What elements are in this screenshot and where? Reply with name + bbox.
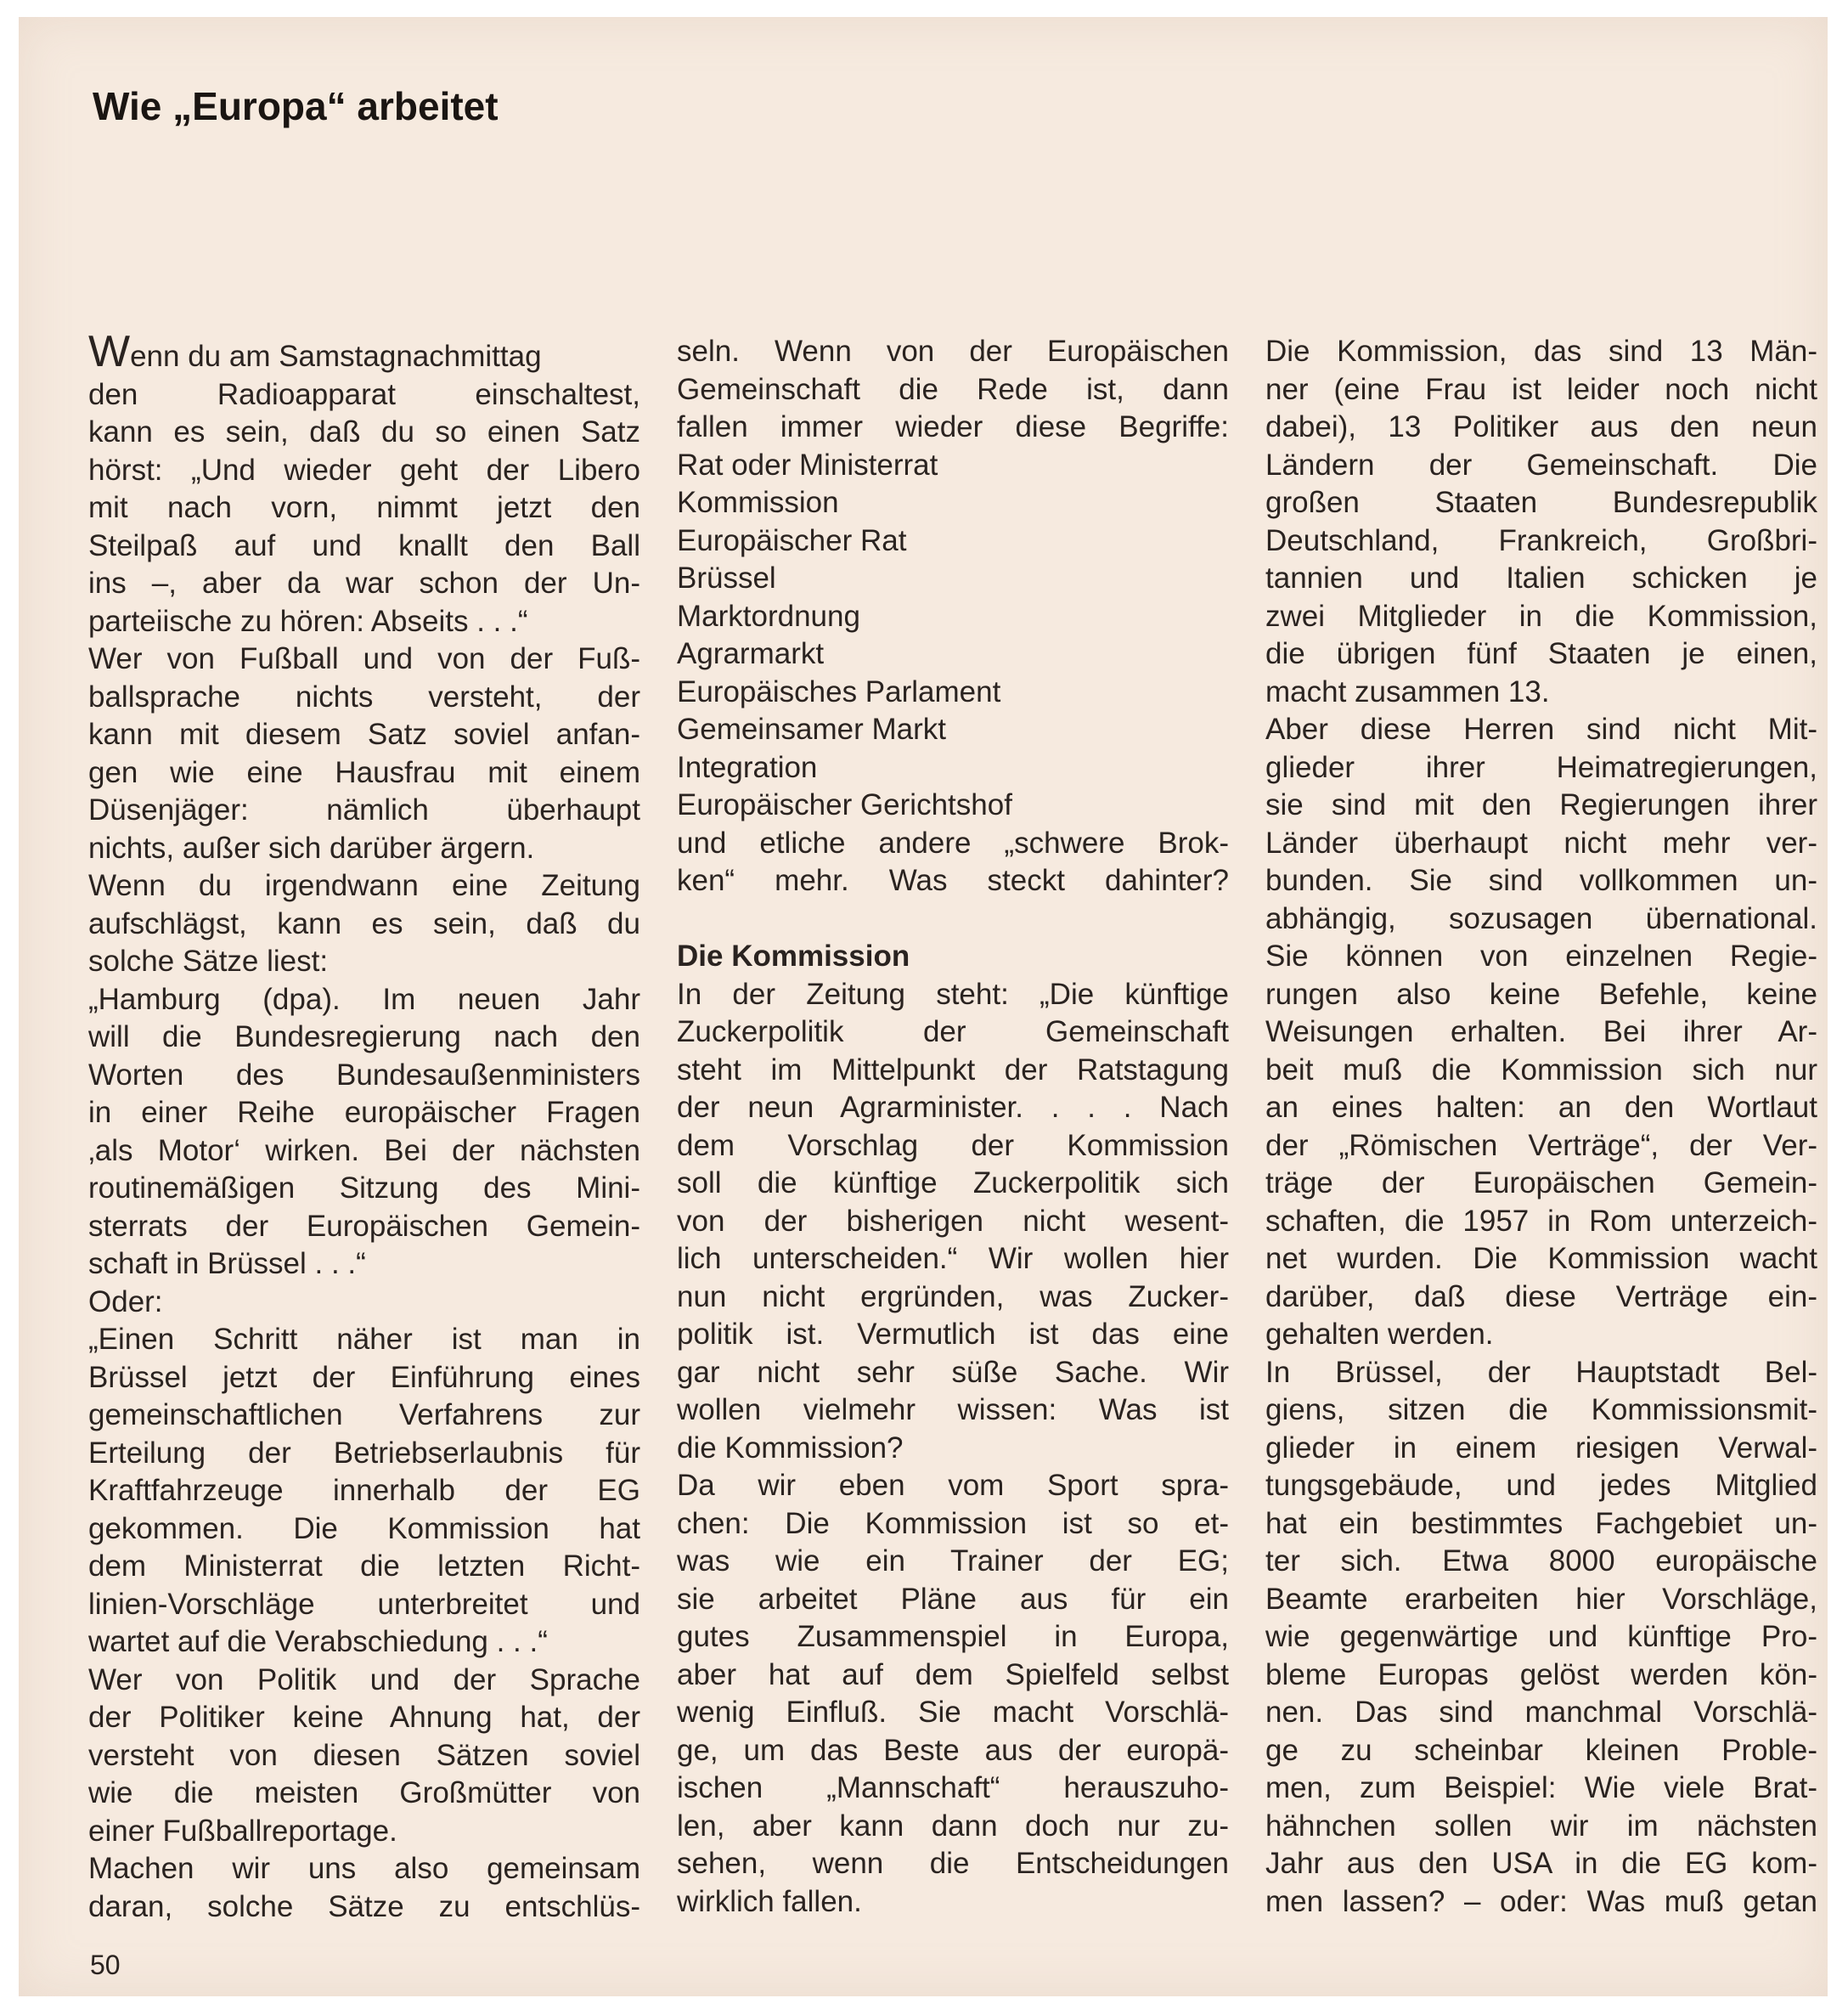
text-line: Zuckerpolitik der Gemeinschaft: [677, 1015, 1229, 1048]
text-line: großen Staaten Bundesrepublik: [1265, 486, 1817, 519]
text-line: steht im Mittelpunkt der Ratstagung: [677, 1053, 1229, 1087]
text-column-3: [1265, 333, 1817, 1921]
text-line: Steilpaß auf und knallt den Ball: [88, 528, 640, 562]
text-line: ischen „Mannschaft“ herauszuho-: [677, 1771, 1229, 1804]
text-line: hörst: „Und wieder geht der Libero: [88, 453, 640, 487]
page-title: Wie „Europa“ arbeitet: [93, 84, 499, 128]
term-list-item: Agrarmarkt: [677, 637, 825, 670]
text-line: glieder in einem riesigen Verwal-: [1265, 1431, 1817, 1465]
text-line: kann mit diesem Satz soviel anfan-: [88, 718, 640, 751]
text-line: Ländern der Gemeinschaft. Die: [1265, 448, 1817, 482]
text-line: chen: Die Kommission ist so et-: [677, 1506, 1229, 1540]
text-line: wartet auf die Verabschiedung . . .“: [88, 1625, 548, 1658]
text-line: Deutschland, Frankreich, Großbri-: [1265, 523, 1817, 557]
text-line: Worten des Bundesaußenministers: [88, 1058, 640, 1092]
text-line: Jahr aus den USA in die EG kom-: [1265, 1847, 1817, 1880]
text-line: politik ist. Vermutlich ist das eine: [677, 1318, 1229, 1351]
text-line: ins –, aber da war schon der Un-: [88, 567, 640, 600]
text-line: routinemäßigen Sitzung des Mini-: [88, 1171, 640, 1205]
term-list-item: Kommission: [677, 486, 839, 519]
text-line: ken“ mehr. Was steckt dahinter?: [677, 864, 1229, 897]
term-list-item: Brüssel: [677, 562, 776, 595]
text-line: wie gegenwärtige und künftige Pro-: [1265, 1620, 1817, 1653]
text-line: gekommen. Die Kommission hat: [88, 1511, 640, 1545]
page-number: 50: [90, 1950, 121, 1980]
text-line: versteht von diesen Sätzen soviel: [88, 1738, 640, 1772]
text-line: glieder ihrer Heimatregierungen,: [1265, 750, 1817, 784]
text-line: Gemeinschaft die Rede ist, dann: [677, 372, 1229, 406]
text-line: Erteilung der Betriebserlaubnis für: [88, 1436, 640, 1470]
text-line: [88, 333, 640, 376]
text-line: schaft in Brüssel . . .“: [88, 1247, 366, 1280]
text-line: rungen also keine Befehle, keine: [1265, 977, 1817, 1011]
text-line: an eines halten: an den Wortlaut: [1265, 1091, 1817, 1124]
term-list-item: Gemeinsamer Markt: [677, 713, 947, 746]
magazine-page: [19, 17, 1828, 1996]
text-line: wie die meisten Großmütter von: [88, 1776, 640, 1809]
text-line: der Politiker keine Ahnung hat, der: [88, 1701, 640, 1734]
text-line: darüber, daß diese Verträge ein-: [1265, 1279, 1817, 1313]
text-line: men, zum Beispiel: Wie viele Brat-: [1265, 1771, 1817, 1804]
text-line: zwei Mitglieder in die Kommission,: [1265, 599, 1817, 633]
text-line: „Hamburg (dpa). Im neuen Jahr: [88, 982, 640, 1016]
text-line: sterrats der Europäischen Gemein-: [88, 1209, 640, 1243]
text-line: linien-Vorschläge unterbreitet und: [88, 1587, 640, 1621]
text-line: was wie ein Trainer der EG;: [677, 1544, 1229, 1578]
text-line: fallen immer wieder diese Begriffe:: [677, 410, 1229, 443]
text-line: tannien und Italien schicken je: [1265, 562, 1817, 595]
text-line: Oder:: [88, 1284, 163, 1318]
text-line-rest: enn du am Samstagnachmittag: [130, 340, 542, 373]
text-line: men lassen? – oder: Was muß getan: [1265, 1884, 1817, 1918]
term-list-item: Marktordnung: [677, 599, 860, 633]
text-line: die Kommission?: [677, 1431, 904, 1465]
term-list-item: Europäischer Gerichtshof: [677, 788, 1012, 821]
text-line: aufschlägst, kann es sein, daß du: [88, 906, 640, 940]
text-line: Weisungen erhalten. Bei ihrer Ar-: [1265, 1015, 1817, 1048]
text-line: ge, um das Beste aus der europä-: [677, 1733, 1229, 1767]
text-line: Düsenjäger: nämlich überhaupt: [88, 793, 640, 827]
text-line: und etliche andere „schwere Brok-: [677, 826, 1229, 860]
text-line: die übrigen fünf Staaten je einen,: [1265, 637, 1817, 670]
spacer: [677, 900, 1229, 939]
text-line: len, aber kann dann doch nur zu-: [677, 1809, 1229, 1843]
text-column-1: [88, 333, 640, 1926]
text-line: Länder überhaupt nicht mehr ver-: [1265, 826, 1817, 860]
text-line: in einer Reihe europäischer Fragen: [88, 1096, 640, 1129]
text-line: von der bisherigen nicht wesent-: [677, 1204, 1229, 1238]
text-line: sie sind mit den Regierungen ihrer: [1265, 788, 1817, 821]
text-column-2: [677, 333, 1229, 1921]
text-line: sehen, wenn die Entscheidungen: [677, 1847, 1229, 1880]
text-line: parteiische zu hören: Abseits . . .“: [88, 604, 528, 638]
text-line: Beamte erarbeiten hier Vorschläge,: [1265, 1582, 1817, 1616]
text-line: In Brüssel, der Hauptstadt Bel-: [1265, 1355, 1817, 1389]
text-line: der neun Agrarminister. . . . Nach: [677, 1091, 1229, 1124]
text-line: bunden. Sie sind vollkommen un-: [1265, 864, 1817, 897]
text-line: ‚als Motor‘ wirken. Bei der nächsten: [88, 1133, 640, 1167]
text-line: wirklich fallen.: [677, 1884, 862, 1918]
term-list-item: Rat oder Ministerrat: [677, 448, 938, 482]
text-line: bleme Europas gelöst werden kön-: [1265, 1657, 1817, 1691]
term-list-item: Integration: [677, 750, 818, 784]
text-line: giens, sitzen die Kommissionsmit-: [1265, 1393, 1817, 1426]
text-line: gar nicht sehr süße Sache. Wir: [677, 1355, 1229, 1389]
text-line: nun nicht ergründen, was Zucker-: [677, 1279, 1229, 1313]
text-line: einer Fußballreportage.: [88, 1814, 397, 1848]
text-line: ge zu scheinbar kleinen Proble-: [1265, 1733, 1817, 1767]
text-line: abhängig, sozusagen übernational.: [1265, 901, 1817, 935]
text-line: aber hat auf dem Spielfeld selbst: [677, 1657, 1229, 1691]
text-line: daran, solche Sätze zu entschlüs-: [88, 1889, 640, 1923]
text-line: gehalten werden.: [1265, 1318, 1494, 1351]
text-line: ballsprache nichts versteht, der: [88, 680, 640, 714]
section-subheading: Die Kommission: [677, 940, 910, 973]
text-line: nen. Das sind manchmal Vorschlä-: [1265, 1696, 1817, 1729]
text-line: beit muß die Kommission sich nur: [1265, 1053, 1817, 1087]
text-line: macht zusammen 13.: [1265, 674, 1550, 708]
text-line: der „Römischen Verträge“, der Ver-: [1265, 1128, 1817, 1162]
text-line: träge der Europäischen Gemein-: [1265, 1166, 1817, 1199]
text-line: seln. Wenn von der Europäischen: [677, 335, 1229, 368]
text-line: mit nach vorn, nimmt jetzt den: [88, 491, 640, 524]
text-line: net wurden. Die Kommission wacht: [1265, 1242, 1817, 1275]
text-line: hähnchen sollen wir im nächsten: [1265, 1809, 1817, 1843]
text-line: den Radioapparat einschaltest,: [88, 377, 640, 411]
text-line: Machen wir uns also gemeinsam: [88, 1852, 640, 1885]
text-line: Sie können von einzelnen Regie-: [1265, 940, 1817, 973]
term-list-item: Europäischer Rat: [677, 523, 907, 557]
text-line: gutes Zusammenspiel in Europa,: [677, 1620, 1229, 1653]
term-list-item: Europäisches Parlament: [677, 674, 1001, 708]
text-line: wenig Einfluß. Sie macht Vorschlä-: [677, 1696, 1229, 1729]
text-line: nichts, außer sich darüber ärgern.: [88, 831, 535, 865]
text-line: will die Bundesregierung nach den: [88, 1020, 640, 1053]
text-line: dabei), 13 Politiker aus den neun: [1265, 410, 1817, 443]
text-line: gemeinschaftlichen Verfahrens zur: [88, 1398, 640, 1431]
text-line: Brüssel jetzt der Einführung eines: [88, 1360, 640, 1394]
text-line: ter sich. Etwa 8000 europäische: [1265, 1544, 1817, 1578]
text-line: wollen vielmehr wissen: Was ist: [677, 1393, 1229, 1426]
text-line: solche Sätze liest:: [88, 945, 329, 978]
text-line: Kraftfahrzeuge innerhalb der EG: [88, 1474, 640, 1507]
drop-cap: W: [88, 333, 131, 376]
text-line: Da wir eben vom Sport spra-: [677, 1469, 1229, 1502]
text-line: Wer von Fußball und von der Fuß-: [88, 642, 640, 675]
text-line: schaften, die 1957 in Rom unterzeich-: [1265, 1204, 1817, 1238]
text-line: dem Vorschlag der Kommission: [677, 1128, 1229, 1162]
text-line: Aber diese Herren sind nicht Mit-: [1265, 713, 1817, 746]
text-line: tungsgebäude, und jedes Mitglied: [1265, 1469, 1817, 1502]
text-line: sie arbeitet Pläne aus für ein: [677, 1582, 1229, 1616]
text-line: kann es sein, daß du so einen Satz: [88, 415, 640, 449]
text-line: soll die künftige Zuckerpolitik sich: [677, 1166, 1229, 1199]
text-line: dem Ministerrat die letzten Richt-: [88, 1549, 640, 1583]
text-line: Wenn du irgendwann eine Zeitung: [88, 869, 640, 902]
text-line: gen wie eine Hausfrau mit einem: [88, 755, 640, 789]
text-line: Wer von Politik und der Sprache: [88, 1662, 640, 1696]
text-line: ner (eine Frau ist leider noch nicht: [1265, 372, 1817, 406]
text-line: Die Kommission, das sind 13 Män-: [1265, 335, 1817, 368]
text-line: lich unterscheiden.“ Wir wollen hier: [677, 1242, 1229, 1275]
text-line: In der Zeitung steht: „Die künftige: [677, 977, 1229, 1011]
text-line: hat ein bestimmtes Fachgebiet un-: [1265, 1506, 1817, 1540]
text-line: „Einen Schritt näher ist man in: [88, 1323, 640, 1356]
